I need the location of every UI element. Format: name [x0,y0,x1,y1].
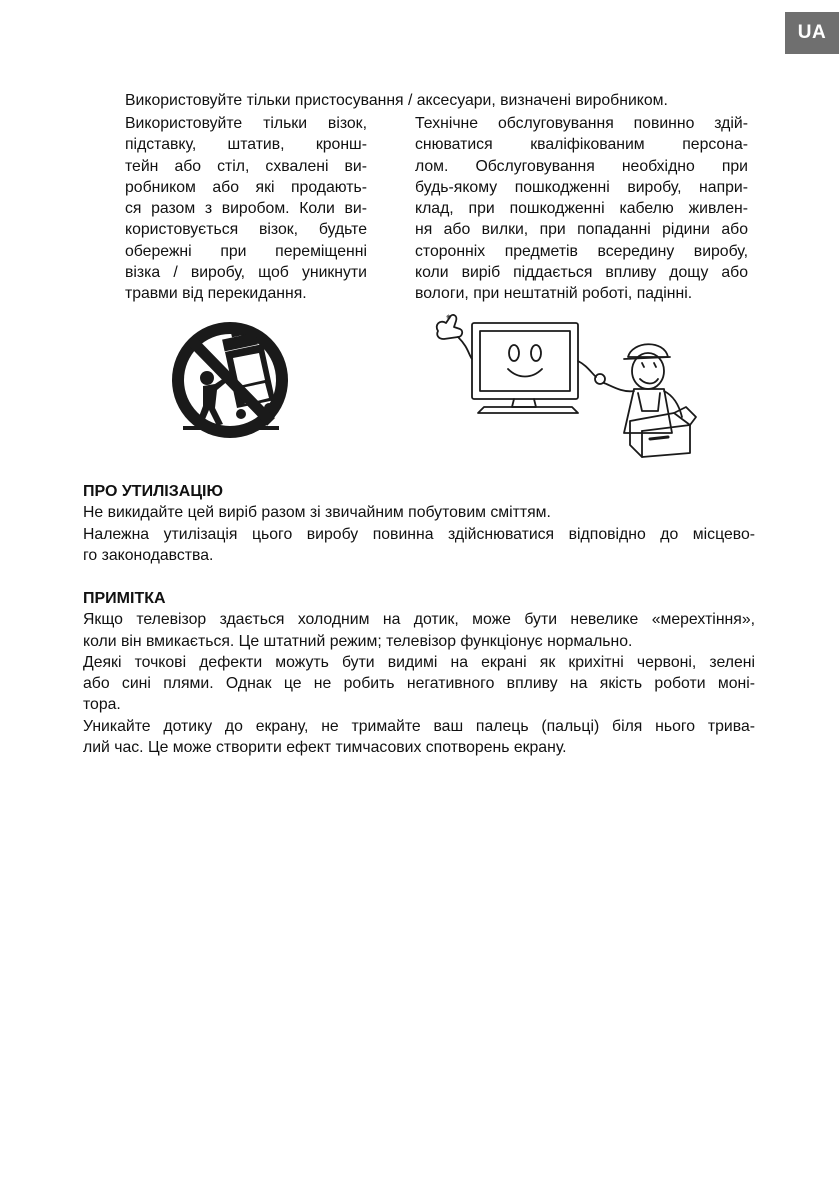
text-line: коли виріб піддається впливу дощу або [415,264,748,282]
text-line: Належна утилізація цього виробу повинна здійснюватися відповідно до місцево- [83,525,755,543]
text-line: ня або вилки, при попаданні рідини або [415,221,748,239]
text-line: тейн або стіл, схвалені ви- [125,157,367,175]
cart-tipover-warning-icon [165,318,295,446]
text-line: Технічне обслуговування повинно здій- [415,115,748,132]
text-line: коли він вмикається. Це штатний режим; телевізор функціонує нормально. [83,632,633,650]
text-line: Використовуйте тільки візок, [125,115,367,132]
note-heading: ПРИМІТКА [83,590,166,607]
text-line: візка / виробу, щоб уникнути [125,264,367,282]
text-line: користовується візок, будьте [125,221,367,239]
text-line: обережні при переміщенні [125,242,367,260]
service-technician-illustration [428,313,700,459]
text-line: підставку, штатив, кронш- [125,136,367,154]
text-line: тора. [83,696,121,714]
cart-warning-text [125,113,367,305]
service-text [415,113,748,305]
text-line: лом. Обслуговування необхідно при [415,157,748,175]
text-line: Якщо телевізор здається холодним на дотик, може бути невелике «мерехтіння», [83,611,755,629]
text-line: вологи, при нештатній роботі, падінні. [415,285,693,303]
svg-text:❋: ❋ [446,315,452,321]
text-line: клад, при пошкодженні кабелю живлен- [415,200,748,218]
text-line: го законодавства. [83,546,214,564]
disposal-section [83,481,755,566]
note-section [83,588,755,758]
text-line: сторонніх предметів всередину виробу, [415,242,748,260]
text-line: будь-якому пошкодженні виробу, напри- [415,178,748,196]
text-line: Не викидайте цей виріб разом зі звичайним побутовим сміттям. [83,504,551,522]
language-badge: UA [785,12,839,54]
text-line: травми від перекидання. [125,285,307,303]
text-line: або сині плями. Однак це не робить негативного впливу на якість роботи моні- [83,675,755,693]
text-line: Уникайте дотику до екрану, не тримайте ваш палець (пальці) біля нього трива- [83,717,755,735]
text-line: ся разом з виробом. Коли ви- [125,200,367,218]
disposal-heading: ПРО УТИЛІЗАЦІЮ [83,483,223,500]
text-line: лий час. Це може створити ефект тимчасових спотворень екрану. [83,739,567,757]
text-line: Деякі точкові дефекти можуть бути видимі на екрані як крихітні червоні, зелені [83,653,755,671]
text-line: снюватися кваліфікованим персона- [415,136,748,154]
intro-text: Використовуйте тільки пристосування / аксесуари, визначені виробником. [125,92,668,109]
text-line: робником або які продають- [125,178,367,196]
